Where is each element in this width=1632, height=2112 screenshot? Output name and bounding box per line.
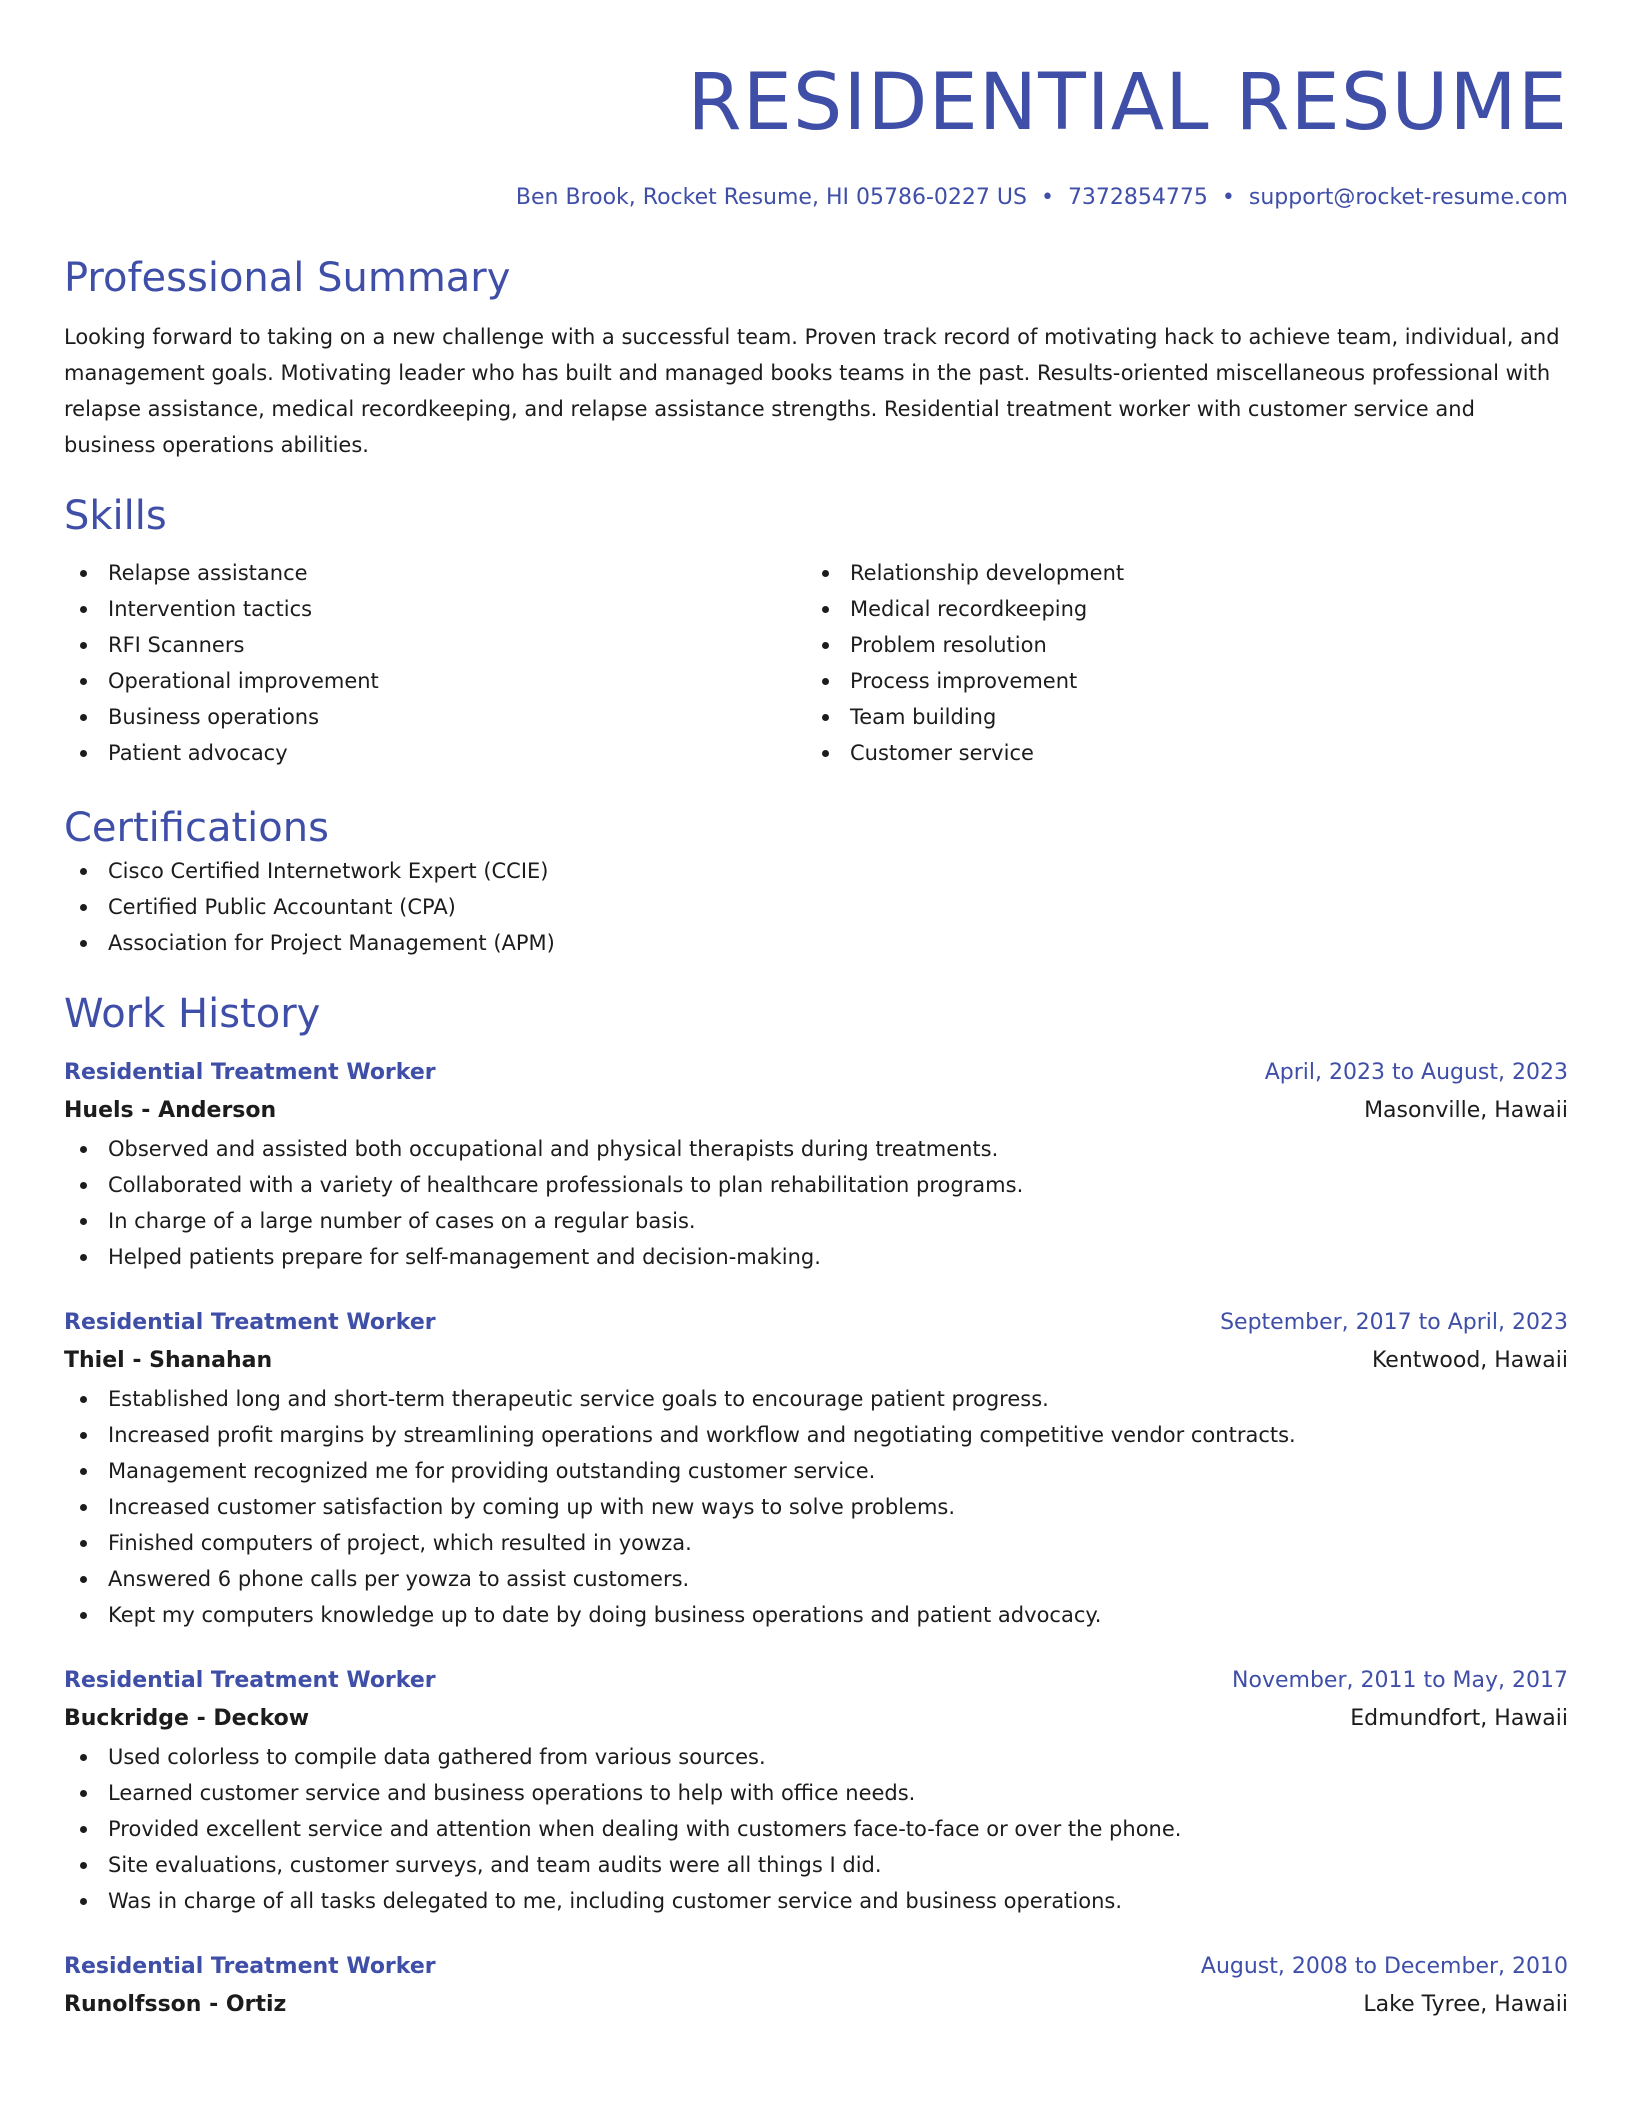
contact-separator: •	[1221, 185, 1235, 210]
job-dates: November, 2011 to May, 2017	[1232, 1668, 1568, 1693]
skill-item: Process improvement	[806, 663, 1548, 699]
skills-grid	[64, 555, 1568, 771]
job-duties-list	[64, 1131, 1568, 1275]
job-dates: September, 2017 to April, 2023	[1220, 1310, 1568, 1335]
job-duty-item: Finished computers of project, which resulted in yowza.	[64, 1525, 1568, 1561]
job-header-row	[64, 1305, 1568, 1341]
job-duty-item: Provided excellent service and attention when dealing with customers face-to-face or over the phone.	[64, 1811, 1568, 1847]
contact-separator: •	[1040, 185, 1054, 210]
job-location: Masonville, Hawaii	[1364, 1098, 1568, 1123]
skill-item: Problem resolution	[806, 627, 1548, 663]
job-duties-list	[64, 1739, 1568, 1919]
job-position: Residential Treatment Worker	[64, 1310, 436, 1335]
skill-item: Intervention tactics	[64, 591, 806, 627]
job-dates: April, 2023 to August, 2023	[1264, 1060, 1568, 1085]
job-company: Buckridge - Deckow	[64, 1706, 310, 1731]
job-duty-item: Answered 6 phone calls per yowza to assist customers.	[64, 1561, 1568, 1597]
skills-heading: Skills	[64, 493, 167, 539]
job-entry	[64, 1949, 1568, 2025]
job-header-row	[64, 1055, 1568, 1091]
skill-item: Team building	[806, 699, 1548, 735]
skills-column-right	[806, 555, 1548, 771]
job-company: Runolfsson - Ortiz	[64, 1992, 287, 2017]
certification-item: Association for Project Management (APM)	[64, 925, 1568, 961]
job-company: Thiel - Shanahan	[64, 1348, 273, 1373]
job-duty-item: Management recognized me for providing outstanding customer service.	[64, 1453, 1568, 1489]
job-company-row	[64, 1341, 1568, 1381]
job-duty-item: Kept my computers knowledge up to date by doing business operations and patient advocacy.	[64, 1597, 1568, 1633]
summary-text: Looking forward to taking on a new challenge with a successful team. Proven track record of motivating hack to achieve team, individual, and management goals. Motivating leader who has built and managed books teams in the past. Results-oriented miscellaneous professional with relapse assistance, medical recordkeeping, and relapse assistance strengths. Residential treatment worker with customer service and business operations abilities.	[64, 325, 1560, 457]
job-header-row	[64, 1663, 1568, 1699]
job-duty-item: Collaborated with a variety of healthcare professionals to plan rehabilitation programs.	[64, 1167, 1568, 1203]
contact-email: support@rocket-resume.com	[1248, 185, 1568, 210]
job-position: Residential Treatment Worker	[64, 1668, 436, 1693]
work-history-heading: Work History	[64, 991, 321, 1037]
summary-heading: Professional Summary	[64, 255, 511, 301]
job-company: Huels - Anderson	[64, 1098, 277, 1123]
job-company-row	[64, 1699, 1568, 1739]
skill-item: Operational improvement	[64, 663, 806, 699]
skill-item: Relationship development	[806, 555, 1548, 591]
job-location: Kentwood, Hawaii	[1371, 1348, 1568, 1373]
job-duty-item: Used colorless to compile data gathered from various sources.	[64, 1739, 1568, 1775]
skill-item: Relapse assistance	[64, 555, 806, 591]
job-duties-list	[64, 1381, 1568, 1633]
resume-title: RESIDENTIAL RESUME	[687, 58, 1568, 148]
certification-item: Certified Public Accountant (CPA)	[64, 889, 1568, 925]
contact-phone: 7372854775	[1067, 185, 1208, 210]
job-duty-item: Established long and short-term therapeutic service goals to encourage patient progress.	[64, 1381, 1568, 1417]
job-location: Edmundfort, Hawaii	[1350, 1706, 1568, 1731]
job-company-row	[64, 1091, 1568, 1131]
job-duty-item: In charge of a large number of cases on a regular basis.	[64, 1203, 1568, 1239]
skill-item: RFI Scanners	[64, 627, 806, 663]
job-duty-item: Was in charge of all tasks delegated to me, including customer service and business operations.	[64, 1883, 1568, 1919]
job-duty-item: Increased customer satisfaction by coming up with new ways to solve problems.	[64, 1489, 1568, 1525]
skill-item: Patient advocacy	[64, 735, 806, 771]
contact-address: Ben Brook, Rocket Resume, HI 05786-0227 US	[515, 185, 1027, 210]
contact-line	[64, 183, 1568, 213]
job-header-row	[64, 1949, 1568, 1985]
job-duty-item: Learned customer service and business operations to help with office needs.	[64, 1775, 1568, 1811]
certification-item: Cisco Certified Internetwork Expert (CCIE)	[64, 853, 1568, 889]
certifications-heading: Certifications	[64, 805, 329, 851]
job-entry	[64, 1305, 1568, 1633]
job-duty-item: Observed and assisted both occupational and physical therapists during treatments.	[64, 1131, 1568, 1167]
skill-item: Customer service	[806, 735, 1548, 771]
skill-item: Business operations	[64, 699, 806, 735]
job-duty-item: Increased profit margins by streamlining operations and workflow and negotiating competitive vendor contracts.	[64, 1417, 1568, 1453]
job-location: Lake Tyree, Hawaii	[1363, 1992, 1568, 2017]
skills-column-left	[64, 555, 806, 771]
skill-item: Medical recordkeeping	[806, 591, 1548, 627]
job-duty-item: Site evaluations, customer surveys, and team audits were all things I did.	[64, 1847, 1568, 1883]
job-position: Residential Treatment Worker	[64, 1060, 436, 1085]
job-position: Residential Treatment Worker	[64, 1954, 436, 1979]
job-entry	[64, 1055, 1568, 1275]
job-duty-item: Helped patients prepare for self-management and decision-making.	[64, 1239, 1568, 1275]
job-dates: August, 2008 to December, 2010	[1200, 1954, 1568, 1979]
job-entry	[64, 1663, 1568, 1919]
job-company-row	[64, 1985, 1568, 2025]
certifications-list	[64, 853, 1568, 961]
